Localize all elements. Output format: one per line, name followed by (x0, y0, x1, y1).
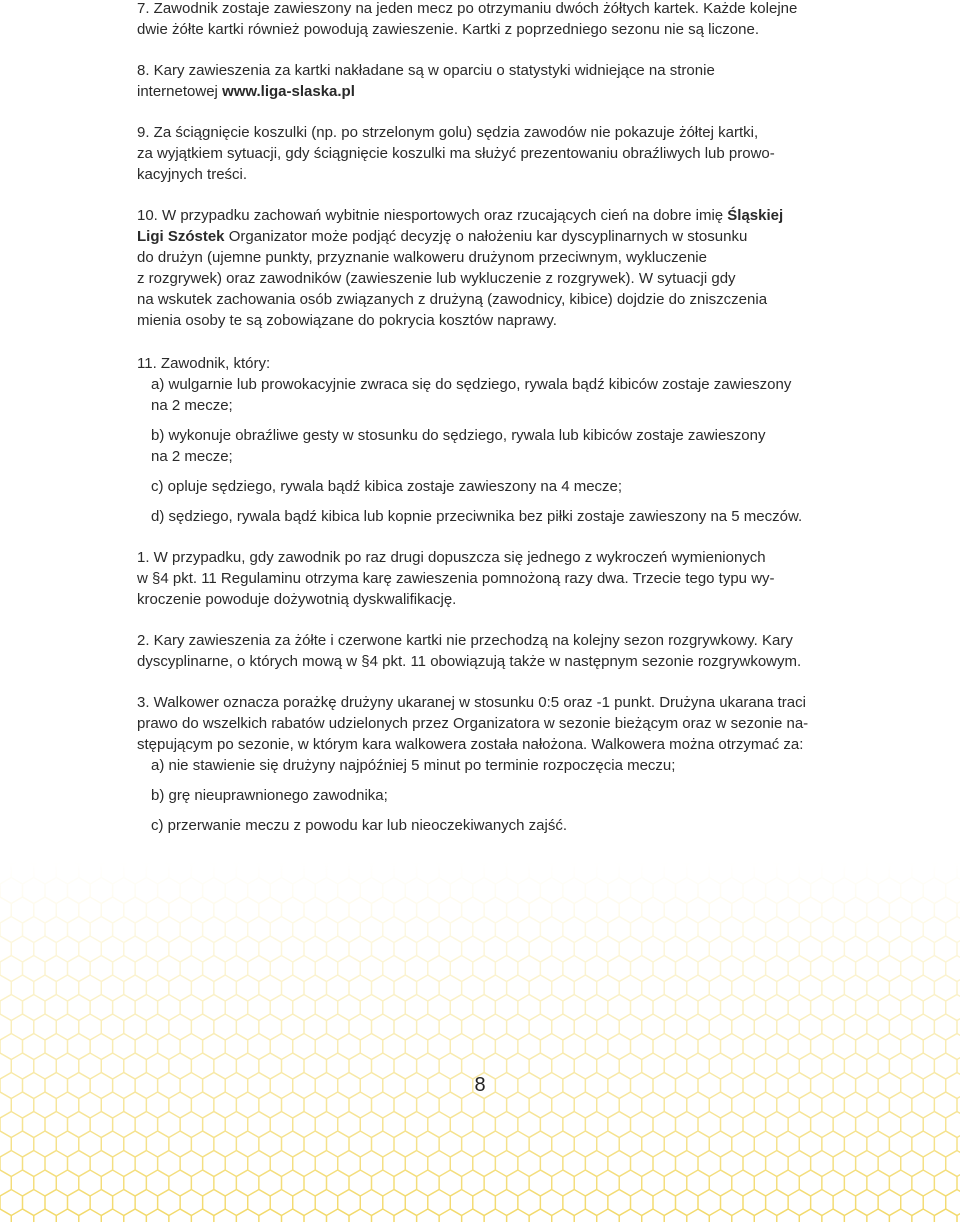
honeycomb-cell (349, 1209, 372, 1222)
honeycomb-cell (844, 1209, 867, 1222)
honeycomb-cell (934, 1209, 957, 1222)
honeycomb-cell (394, 862, 417, 884)
honeycomb-cell (383, 862, 406, 865)
honeycomb-cell (585, 862, 608, 865)
honeycomb-cell (946, 1112, 960, 1138)
honeycomb-cell (529, 862, 552, 884)
honeycomb-cell (788, 862, 811, 865)
honeycomb-cell (676, 862, 699, 865)
honeycomb-cell (439, 1209, 462, 1222)
honeycomb-cell (946, 956, 960, 982)
honeycomb-cell (338, 862, 361, 865)
honeycomb-cell (901, 862, 924, 865)
honeycomb-cell (236, 1209, 259, 1222)
honeycomb-cell (327, 862, 350, 884)
honeycomb-cell (946, 1151, 960, 1177)
honeycomb-cell (754, 862, 777, 884)
honeycomb-cell (574, 1209, 597, 1222)
honeycomb-cell (56, 1209, 79, 1222)
honeycomb-cell (11, 862, 34, 884)
honeycomb-cell (743, 862, 766, 865)
honeycomb-cell (687, 862, 710, 884)
honeycomb-cell (315, 862, 338, 865)
honeycomb-cells (0, 862, 960, 1222)
penalty-rule-3: 3. Walkower oznacza porażkę drużyny ukaranej w stosunku 0:5 oraz -1 punkt. Drużyna ukarana traci prawo do wszelkich rabatów udzielonych przez Organizatora w sezonie bieżącym oraz w sezonie na- stępującym po sezonie, w którym kara walkowera została nałożona. Walkowera można otrzymać za: (137, 694, 809, 753)
honeycomb-cell (495, 862, 518, 865)
honeycomb-cell (34, 1209, 57, 1222)
honeycomb-cell (124, 862, 147, 884)
honeycomb-cell (946, 878, 960, 904)
honeycomb-cell (135, 862, 158, 865)
honeycomb-cell (282, 1209, 305, 1222)
honeycomb-cell (552, 862, 575, 884)
honeycomb-cell (653, 862, 676, 865)
honeycomb-cell (889, 1209, 912, 1222)
honeycomb-cell (304, 1209, 327, 1222)
rule-10-paragraph (137, 205, 827, 331)
honeycomb-cell (191, 1209, 214, 1222)
honeycomb-cell (101, 1209, 124, 1222)
honeycomb-cell (0, 862, 23, 865)
honeycomb-cell (293, 862, 316, 865)
honeycomb-cell (631, 862, 654, 865)
honeycomb-cell (282, 862, 305, 884)
honeycomb-cell (507, 1209, 529, 1222)
honeycomb-cell (946, 1190, 960, 1216)
honeycomb-cell (417, 1209, 440, 1222)
honeycomb-cell (214, 1209, 237, 1222)
honeycomb-cell (124, 1209, 147, 1222)
honeycomb-cell (540, 862, 563, 865)
honeycomb-cell (462, 862, 485, 884)
honeycomb-cell (799, 1209, 822, 1222)
honeycomb-cell (777, 862, 800, 884)
honeycomb-cell (169, 862, 192, 884)
honeycomb-cell (732, 862, 755, 884)
honeycomb-cell (450, 862, 473, 865)
honeycomb-cell (844, 862, 867, 884)
rule-8-paragraph (137, 60, 827, 102)
honeycomb-cell (372, 1209, 395, 1222)
honeycomb-background-pattern (0, 862, 960, 1222)
honeycomb-cell (698, 862, 721, 865)
honeycomb-cell (214, 862, 237, 884)
walkover-item-a: a) nie stawienie się drużyny najpóźniej 5 minut po terminie rozpoczęcia meczu; (151, 757, 676, 774)
rule-9-paragraph: 9. Za ściągnięcie koszulki (np. po strzelonym golu) sędzia zawodów nie pokazuje żółtej kartki, za wyjątkiem sytuacji, gdy ściągnięcie koszulki ma służyć prezentowaniu obraźliwych lub prowo- kacyjnych treści. (137, 124, 775, 183)
honeycomb-cell (552, 1209, 575, 1222)
honeycomb-cell (327, 1209, 350, 1222)
honeycomb-cell (946, 995, 960, 1021)
honeycomb-cell (304, 862, 327, 884)
honeycomb-cell (34, 862, 57, 884)
website-link[interactable]: www.liga-slaska.pl (222, 83, 355, 100)
honeycomb-cell (529, 1209, 552, 1222)
honeycomb-cell (597, 862, 620, 884)
honeycomb-cell (45, 862, 68, 865)
honeycomb-cell (946, 917, 960, 943)
honeycomb-cell (799, 862, 822, 884)
honeycomb-cell (664, 1209, 687, 1222)
honeycomb-cell (934, 862, 957, 884)
honeycomb-cell (203, 862, 226, 865)
rule-10-text-rest: Organizator może podjąć decyzję o nałożeniu kar dyscyplinarnych w stosunku do drużyn (ujemne punkty, przyznanie walkoweru drużynom przeciwnym, wykluczenie z rozgrywek) oraz zawodników (zawieszenie lub wykluczenie z rozgrywek). W sytuacji gdy na wskutek zachowania osób związanych z drużyną (zawodnicy, kibice) dojdzie do zniszczenia mienia osoby te są zobowiązane do pokrycia kosztów naprawy. (137, 228, 768, 329)
honeycomb-cell (428, 862, 451, 865)
honeycomb-cell (113, 862, 136, 865)
honeycomb-cell (687, 1209, 710, 1222)
rule-11-item-c: c) opluje sędziego, rywala bądź kibica zostaje zawieszony na 4 mecze; (151, 478, 623, 495)
honeycomb-cell (349, 862, 372, 884)
page-number: 8 (474, 1074, 486, 1096)
honeycomb-cell (867, 1209, 890, 1222)
honeycomb-cell (878, 862, 901, 865)
honeycomb-cell (889, 862, 912, 884)
honeycomb-cell (270, 862, 293, 865)
honeycomb-cell (0, 862, 11, 884)
honeycomb-cell (709, 862, 732, 884)
document-body (137, 0, 827, 836)
honeycomb-cell (597, 1209, 620, 1222)
honeycomb-cell (439, 862, 462, 884)
honeycomb-cell (169, 1209, 192, 1222)
honeycomb-cell (912, 1209, 935, 1222)
honeycomb-cell (856, 862, 879, 865)
honeycomb-cell (146, 862, 169, 884)
honeycomb-cell (754, 1209, 777, 1222)
honeycomb-cell (79, 1209, 102, 1222)
honeycomb-cell (158, 862, 181, 865)
honeycomb-cell (563, 862, 586, 865)
honeycomb-cell (68, 862, 91, 865)
honeycomb-cell (394, 1209, 417, 1222)
honeycomb-cell (191, 862, 214, 884)
honeycomb-cell (833, 862, 856, 865)
honeycomb-cell (90, 862, 113, 865)
honeycomb-cell (225, 862, 248, 865)
honeycomb-cell (619, 862, 642, 884)
honeycomb-cell (822, 1209, 845, 1222)
honeycomb-cell (56, 862, 79, 884)
honeycomb-cell (259, 862, 282, 884)
rule-7-paragraph: 7. Zawodnik zostaje zawieszony na jeden mecz po otrzymaniu dwóch żółtych kartek. Każde kolejne dwie żółte kartki również powodują zawieszenie. Kartki z poprzedniego sezonu nie są liczone. (137, 0, 798, 38)
league-name: Śląskiej Ligi Szóstek (137, 207, 784, 245)
honeycomb-cell (360, 862, 383, 865)
rule-11-item-d: d) sędziego, rywala bądź kibica lub kopnie przeciwnika bez piłki zostaje zawieszony na 5 meczów. (151, 508, 803, 525)
honeycomb-cell (946, 1034, 960, 1060)
honeycomb-cell (777, 1209, 800, 1222)
walkover-item-c: c) przerwanie meczu z powodu kar lub nieoczekiwanych zajść. (151, 817, 568, 834)
honeycomb-cell (946, 1073, 960, 1099)
honeycomb-cell (23, 862, 46, 865)
honeycomb-cell (248, 862, 271, 865)
honeycomb-cell (619, 1209, 642, 1222)
honeycomb-cell (11, 1209, 34, 1222)
rule-8-text: 8. Kary zawieszenia za kartki nakładane są w oparciu o statystyki widniejące na stronie internetowej (137, 62, 715, 100)
penalty-rule-2: 2. Kary zawieszenia za żółte i czerwone kartki nie przechodzą na kolejny sezon rozgrywkowy. Kary dyscyplinarne, o których mową w §4 pkt. 11 obowiązują także w następnym sezonie rozgrywkowym. (137, 632, 802, 670)
honeycomb-cell (473, 862, 496, 865)
honeycomb-cell (462, 1209, 485, 1222)
rule-11-item-b: b) wykonuje obraźliwe gesty w stosunku do sędziego, rywala lub kibiców zostaje zawieszony na 2 mecze; (151, 427, 766, 465)
rule-11-heading: 11. Zawodnik, który: (137, 355, 271, 372)
honeycomb-cell (608, 862, 631, 865)
honeycomb-cell (79, 862, 102, 884)
honeycomb-cell (574, 862, 597, 884)
honeycomb-cell (101, 862, 124, 884)
honeycomb-cell (0, 1209, 11, 1222)
honeycomb-cell (507, 862, 529, 884)
honeycomb-cell (923, 862, 946, 865)
honeycomb-cell (642, 862, 665, 884)
honeycomb-cell (642, 1209, 665, 1222)
honeycomb-cell (867, 862, 890, 884)
rule-10-text-start: 10. W przypadku zachowań wybitnie niesportowych oraz rzucających cień na dobre imię (137, 207, 728, 224)
honeycomb-cell (146, 1209, 169, 1222)
honeycomb-cell (664, 862, 687, 884)
honeycomb-cell (822, 862, 845, 884)
honeycomb-cell (721, 862, 744, 865)
honeycomb-cell (912, 862, 935, 884)
honeycomb-cell (518, 862, 541, 865)
honeycomb-cell (484, 862, 507, 884)
penalty-rule-1: 1. W przypadku, gdy zawodnik po raz drugi dopuszcza się jednego z wykroczeń wymienionych w §4 pkt. 11 Regulaminu otrzyma karę zawieszenia pomnożoną razy dwa. Trzecie tego typu wy- kroczenie powoduje dożywotnią dyskwalifikację. (137, 549, 775, 608)
honeycomb-cell (766, 862, 789, 865)
honeycomb-cell (236, 862, 259, 884)
honeycomb-cell (259, 1209, 282, 1222)
honeycomb-cell (405, 862, 428, 865)
honeycomb-cell (417, 862, 440, 884)
honeycomb-cell (180, 862, 203, 865)
rule-11-item-a: a) wulgarnie lub prowokacyjnie zwraca się do sędziego, rywala bądź kibiców zostaje zawieszony na 2 mecze; (151, 376, 792, 414)
honeycomb-cell (484, 1209, 507, 1222)
honeycomb-cell (372, 862, 395, 884)
honeycomb-cell (946, 862, 960, 865)
honeycomb-cell (732, 1209, 755, 1222)
honeycomb-cell (811, 862, 834, 865)
walkover-item-b: b) grę nieuprawnionego zawodnika; (151, 787, 388, 804)
honeycomb-cell (709, 1209, 732, 1222)
